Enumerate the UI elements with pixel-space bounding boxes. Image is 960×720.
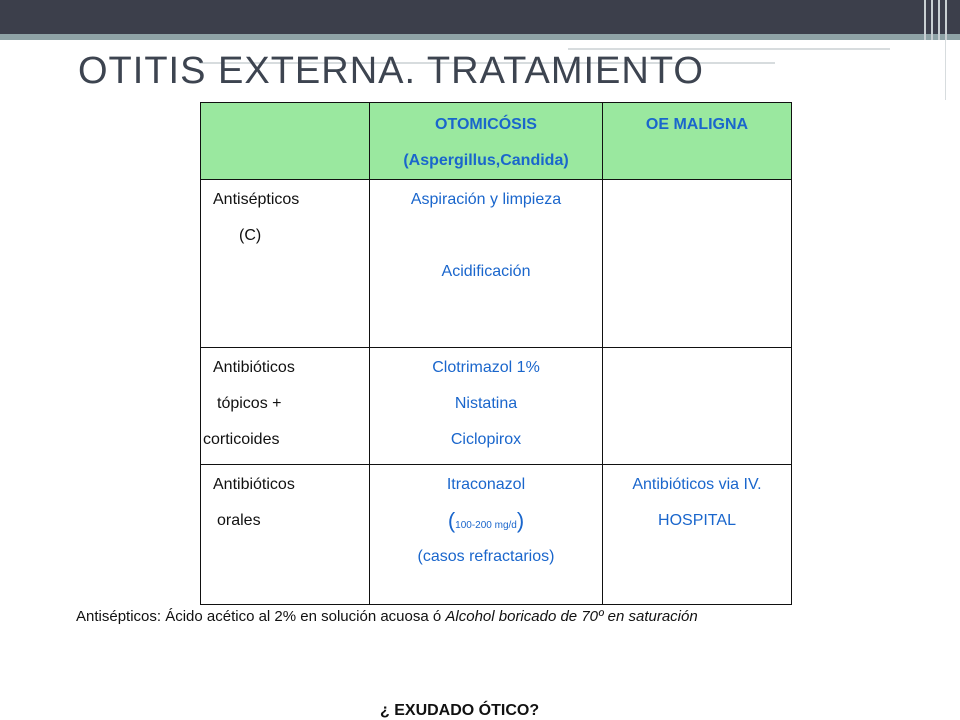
decorative-line [945, 40, 946, 100]
treatment-text: Antibióticos via IV. [632, 476, 762, 493]
table-row [201, 465, 792, 605]
table-row [201, 348, 792, 465]
row-label: tópicos + [217, 395, 282, 412]
bottom-question: ¿ EXUDADO ÓTICO? [380, 702, 540, 719]
row-label-cell [201, 465, 370, 605]
row-label: Antisépticos [213, 191, 300, 208]
otomicosis-cell [370, 180, 603, 348]
treatment-text: (casos refractarios) [417, 548, 555, 565]
treatment-text: Nistatina [454, 395, 518, 412]
footnote-italic: Alcohol boricado de 70º en saturación [445, 608, 698, 625]
treatment-text: Clotrimazol 1% [432, 359, 540, 376]
row-label: Antibióticos [213, 359, 295, 376]
treatment-text: Acidificación [441, 263, 531, 280]
header-otomicosis: OTOMICÓSIS [435, 116, 537, 133]
row-label: corticoides [203, 431, 280, 448]
oe-maligna-cell-empty [603, 180, 792, 348]
otomicosis-cell [370, 465, 603, 605]
dose-text: 100-200 mg/d [455, 520, 517, 531]
row-label: orales [217, 512, 261, 529]
footnote-text: Antisépticos: Ácido acético al 2% en solución acuosa ó [76, 608, 442, 625]
header-cell-otomicosis [370, 103, 603, 180]
dose-line: (100-200 mg/d) [447, 508, 525, 533]
treatment-text: Aspiración y limpieza [410, 191, 562, 208]
row-label: (C) [239, 227, 262, 244]
treatment-spacer [370, 218, 602, 254]
header-otomicosis-agents: (Aspergillus,Candida) [403, 152, 569, 169]
decorative-stripes [924, 0, 950, 40]
treatment-text: Ciclopirox [450, 431, 522, 448]
otomicosis-cell [370, 348, 603, 465]
oe-maligna-cell-empty [603, 348, 792, 465]
header-cell-oe-maligna [603, 103, 792, 180]
treatment-text: Itraconazol [446, 476, 526, 493]
top-banner-edge [0, 34, 960, 40]
row-label-cell [201, 180, 370, 348]
top-banner [0, 0, 960, 34]
treatment-text: HOSPITAL [658, 512, 736, 529]
row-label-cell [201, 348, 370, 465]
row-label: Antibióticos [213, 476, 295, 493]
slide-title: OTITIS EXTERNA. TRATAMIENTO [78, 50, 704, 92]
header-oe-maligna: OE MALIGNA [645, 116, 749, 133]
table-row [201, 180, 792, 348]
footnote [76, 608, 698, 625]
header-cell-empty [201, 103, 370, 180]
treatment-table [200, 102, 792, 605]
table-header-row [201, 103, 792, 180]
oe-maligna-cell [603, 465, 792, 605]
